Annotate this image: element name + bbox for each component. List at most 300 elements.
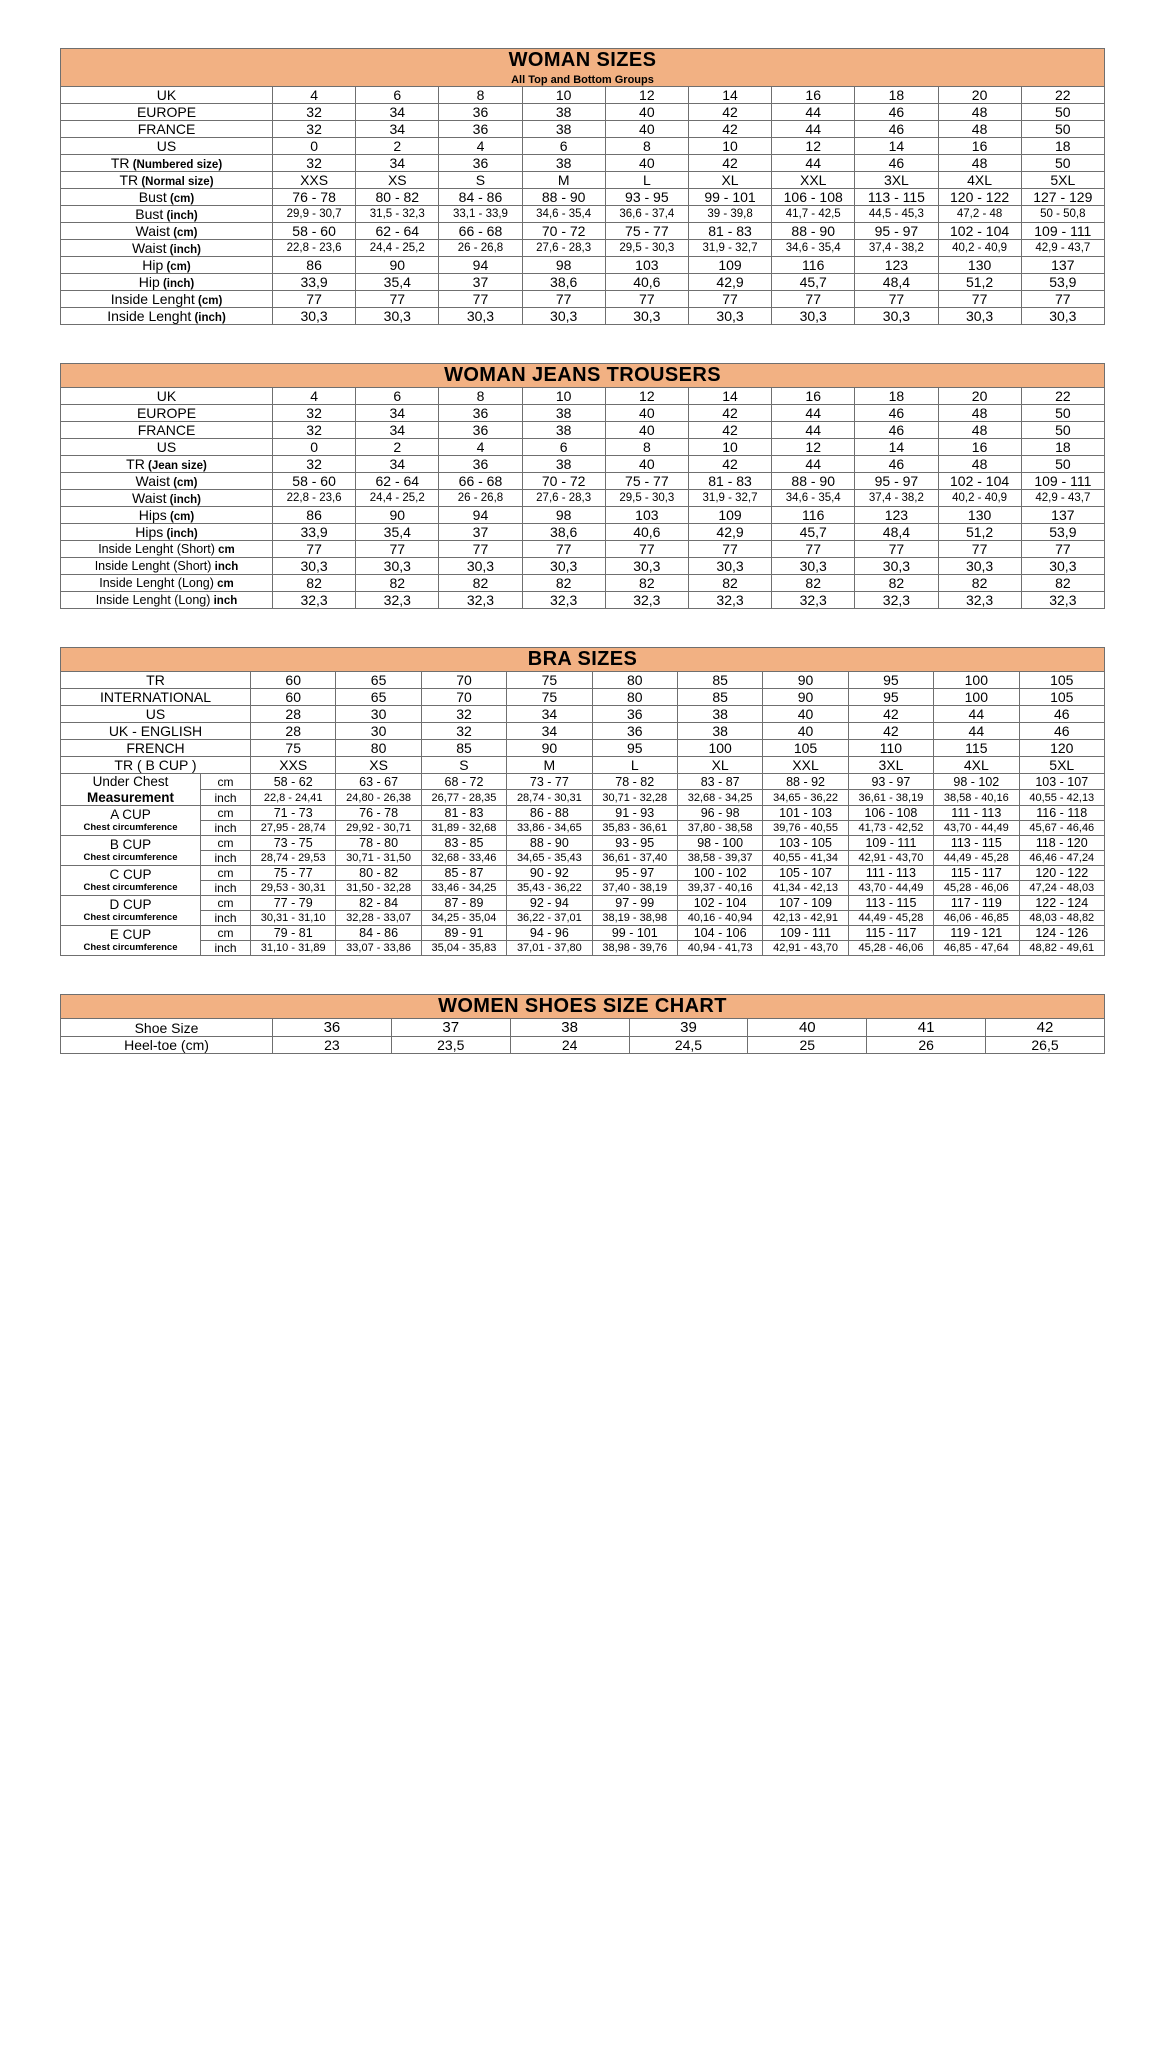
cell-value: 34 [356,405,439,422]
cell-value: 40 [605,155,688,172]
cell-value: 40 [605,422,688,439]
cell-value: 48 [938,155,1021,172]
cell-value: 42 [848,706,933,723]
table-row [61,723,1105,740]
cell-value: 32 [273,155,356,172]
row-label-text: FRANCE [137,422,196,438]
cell-value: 3XL [848,757,933,774]
cell-value: 42,13 - 42,91 [763,911,848,926]
cell-value: 95 [592,740,677,757]
cell-value: 18 [1021,439,1104,456]
cell-value: 62 - 64 [356,223,439,240]
row-label-text: EUROPE [136,104,197,120]
cell-value: M [522,172,605,189]
cell-value: 82 [855,575,938,592]
cell-value: 42,91 - 43,70 [763,941,848,956]
cell-value: 48,03 - 48,82 [1019,911,1105,926]
woman-sizes-subtitle: All Top and Bottom Groups [511,74,654,86]
row-label-unit: (cm) [194,295,223,307]
cup-label-text: C CUP [109,866,152,882]
cell-value: 42 [688,121,771,138]
bra-sizes-title-cell [61,648,1105,672]
cell-value: 71 - 73 [251,806,336,821]
table-row [61,821,1105,836]
cell-value: 25 [748,1037,867,1054]
cell-value: 4 [439,138,522,155]
cell-value: 100 [934,672,1019,689]
cell-value: 94 [439,257,522,274]
table-row [61,308,1105,325]
cell-value: 26,77 - 28,35 [421,790,506,806]
row-label: TR ( B CUP ) [61,757,251,774]
cell-value: 45,28 - 46,06 [848,941,933,956]
cell-value: 77 [273,291,356,308]
bra-sizes-title: BRA SIZES [527,648,638,670]
cell-value: 14 [688,388,771,405]
row-label-text: Bust [138,189,167,205]
cell-value: 44 [934,706,1019,723]
cell-value: 50 - 50,8 [1021,206,1104,223]
cell-value: L [592,757,677,774]
cell-value: L [605,172,688,189]
cup-label [61,926,201,956]
cell-value: 18 [855,87,938,104]
cell-value: 77 [439,291,522,308]
cell-value: 113 - 115 [934,836,1019,851]
row-label [61,189,273,206]
cell-value: 28,74 - 30,31 [507,790,592,806]
cell-value: XS [356,172,439,189]
cell-value: 32 [273,405,356,422]
cell-value: 84 - 86 [336,926,421,941]
cell-value: 29,53 - 30,31 [251,881,336,896]
cell-value: 38,58 - 39,37 [677,851,762,866]
unit-label: inch [201,941,251,956]
cell-value: 40,6 [605,274,688,291]
cell-value: 30,3 [772,308,855,325]
table-row [61,896,1105,911]
cell-value: 82 [356,575,439,592]
cell-value: 32,68 - 34,25 [677,790,762,806]
cell-value: 50 [1021,456,1104,473]
cell-value: 32,3 [938,592,1021,609]
table-row [61,706,1105,723]
cell-value: 0 [273,439,356,456]
row-label-unit: (inch) [191,312,226,324]
row-label-unit: (cm) [166,511,195,523]
cell-value: 77 [772,541,855,558]
cell-value: 44 [772,456,855,473]
cell-value: 8 [605,439,688,456]
cell-value: 62 - 64 [356,473,439,490]
unit-label: cm [201,774,251,790]
cell-value: 45,7 [772,274,855,291]
cell-value: 38,6 [522,524,605,541]
cell-value: 78 - 80 [336,836,421,851]
cell-value: 50 [1021,104,1104,121]
table-row [61,926,1105,941]
cell-value: 77 [772,291,855,308]
cell-value: 23,5 [391,1037,510,1054]
cell-value: 77 [938,291,1021,308]
cell-value: 75 [251,740,336,757]
cell-value: XS [336,757,421,774]
cell-value: 38 [522,405,605,422]
table-row [61,592,1105,609]
cell-value: 77 [855,541,938,558]
row-label-text: Hip [138,274,160,290]
cell-value: 4XL [934,757,1019,774]
cell-value: 82 [1021,575,1104,592]
cell-value: 77 [605,291,688,308]
shoe-size-value: 41 [867,1019,986,1037]
cup-label [61,806,201,836]
table-title-row [61,49,1105,87]
table-row [61,456,1105,473]
row-label-text: FRANCE [137,121,196,137]
cell-value: 14 [688,87,771,104]
cell-value: 20 [938,87,1021,104]
cell-value: 32,3 [439,592,522,609]
cell-value: 37,40 - 38,19 [592,881,677,896]
cell-value: 43,70 - 44,49 [934,821,1019,836]
table-row [61,911,1105,926]
cell-value: 75 - 77 [605,223,688,240]
cell-value: 84 - 86 [439,189,522,206]
cell-value: 44 [772,422,855,439]
cell-value: 6 [356,87,439,104]
cell-value: 110 [848,740,933,757]
cell-value: 96 - 98 [677,806,762,821]
cell-value: 81 - 83 [688,223,771,240]
cell-value: 40 [763,723,848,740]
row-label [61,257,273,274]
row-label-text: Waist [132,240,167,256]
cell-value: 18 [855,388,938,405]
cell-value: 30,3 [772,558,855,575]
cell-value: 6 [356,388,439,405]
cell-value: 30,3 [688,558,771,575]
row-label-unit: (cm) [166,193,195,205]
cell-value: 100 - 102 [677,866,762,881]
row-label [61,206,273,223]
cell-value: 32 [421,723,506,740]
cell-value: 6 [522,138,605,155]
cell-value: 42 [688,456,771,473]
cell-value: 90 [356,257,439,274]
cell-value: 48,82 - 49,61 [1019,941,1105,956]
cell-value: 34 [507,723,592,740]
cell-value: 4XL [938,172,1021,189]
cell-value: 36,61 - 38,19 [848,790,933,806]
cell-value: 20 [938,388,1021,405]
cell-value: 34,6 - 35,4 [772,490,855,507]
cell-value: S [439,172,522,189]
cell-value: 50 [1021,422,1104,439]
cell-value: 70 [421,689,506,706]
cell-value: 33,07 - 33,86 [336,941,421,956]
cell-value: 86 - 88 [507,806,592,821]
cell-value: 30,3 [605,308,688,325]
cell-value: 24,80 - 26,38 [336,790,421,806]
table-row [61,689,1105,706]
cell-value: 34,6 - 35,4 [522,206,605,223]
cell-value: 42,9 [688,274,771,291]
row-label [61,439,273,456]
cell-value: 80 [592,689,677,706]
cell-value: 29,5 - 30,3 [605,240,688,257]
cell-value: 46 [855,121,938,138]
cell-value: 5XL [1021,172,1104,189]
row-label: TR [61,672,251,689]
cell-value: 29,92 - 30,71 [336,821,421,836]
row-label-unit: (inch) [163,528,198,540]
cell-value: 10 [522,388,605,405]
cell-value: 86 [273,507,356,524]
row-label-unit: inch [211,561,239,573]
cell-value: 78 - 82 [592,774,677,790]
cell-value: 46 [1019,723,1105,740]
cell-value: 40,2 - 40,9 [938,240,1021,257]
cell-value: 45,67 - 46,46 [1019,821,1105,836]
cell-value: 43,70 - 44,49 [848,881,933,896]
cell-value: 30,3 [938,308,1021,325]
cell-value: XXL [772,172,855,189]
table-row [61,866,1105,881]
cell-value: 88 - 90 [507,836,592,851]
cell-value: 109 [688,507,771,524]
cell-value: 30,31 - 31,10 [251,911,336,926]
cell-value: 99 - 101 [688,189,771,206]
cell-value: 80 - 82 [336,866,421,881]
row-label-text: TR [110,155,130,171]
cell-value: 42,91 - 43,70 [848,851,933,866]
row-label-text: Inside Lenght (Short) [98,542,215,556]
cell-value: 82 [688,575,771,592]
cell-value: 2 [356,138,439,155]
cell-value: 115 [934,740,1019,757]
unit-label: cm [201,806,251,821]
row-label-text: Bust [135,206,164,222]
cell-value: 104 - 106 [677,926,762,941]
cell-value: 66 - 68 [439,473,522,490]
table-title-row [61,995,1105,1019]
cell-value: 39,76 - 40,55 [763,821,848,836]
table-row [61,405,1105,422]
cell-value: 30 [336,723,421,740]
cell-value: 94 [439,507,522,524]
cell-value: 16 [938,138,1021,155]
row-label-text: Waist [135,473,170,489]
row-label: UK - ENGLISH [61,723,251,740]
row-label: Heel-toe (cm) [61,1037,273,1054]
cell-value: 85 [677,689,762,706]
table-row [61,490,1105,507]
cell-value: 107 - 109 [763,896,848,911]
table-row [61,87,1105,104]
cell-value: 37,01 - 37,80 [507,941,592,956]
cell-value: 4 [273,87,356,104]
row-label [61,575,273,592]
cell-value: 58 - 60 [273,473,356,490]
cell-value: 42 [688,405,771,422]
cell-value: 105 [1019,672,1105,689]
table-row [61,257,1105,274]
row-label [61,592,273,609]
cell-value: 51,2 [938,524,1021,541]
cell-value: 117 - 119 [934,896,1019,911]
table-row [61,851,1105,866]
cell-value: 30,3 [688,308,771,325]
table-row [61,524,1105,541]
cell-value: 127 - 129 [1021,189,1104,206]
cell-value: 90 [763,672,848,689]
row-label-text: Inside Lenght (Short) [94,559,212,573]
row-label-text: UK [156,388,177,404]
cell-value: 8 [439,87,522,104]
cell-value: 38,98 - 39,76 [592,941,677,956]
cell-value: 66 - 68 [439,223,522,240]
cell-value: 118 - 120 [1019,836,1105,851]
cell-value: 88 - 90 [522,189,605,206]
cell-value: 42,9 [688,524,771,541]
cell-value: 103 - 107 [1019,774,1105,790]
cell-value: 44 [772,155,855,172]
cell-value: 65 [336,689,421,706]
woman-jeans-title: WOMAN JEANS TROUSERS [444,364,721,386]
cell-value: 30,3 [356,308,439,325]
cell-value: 90 [507,740,592,757]
cell-value: 36 [439,155,522,172]
table-row [61,836,1105,851]
cell-value: 48 [938,405,1021,422]
cup-sublabel: Measurement [86,789,175,805]
table-row [61,1037,1105,1054]
cell-value: 77 [938,541,1021,558]
cell-value: 38 [677,706,762,723]
row-label-text: Hip [142,257,164,273]
cell-value: 27,95 - 28,74 [251,821,336,836]
cell-value: 41,7 - 42,5 [772,206,855,223]
cell-value: 65 [336,672,421,689]
table-row [61,774,1105,790]
cell-value: 60 [251,689,336,706]
table-row [61,881,1105,896]
cell-value: 29,9 - 30,7 [273,206,356,223]
cell-value: 82 [772,575,855,592]
cell-value: 98 - 100 [677,836,762,851]
unit-label: cm [201,896,251,911]
row-label-unit: cm [213,578,234,590]
shoe-size-header: Shoe Size [61,1019,273,1037]
cell-value: 38 [522,456,605,473]
cell-value: 38,19 - 38,98 [592,911,677,926]
woman-sizes-title: WOMAN SIZES [508,49,657,71]
unit-label: inch [201,790,251,806]
cell-value: 116 [772,257,855,274]
row-label [61,388,273,405]
cell-value: 47,2 - 48 [938,206,1021,223]
row-label: INTERNATIONAL [61,689,251,706]
cell-value: 77 [688,291,771,308]
unit-label: inch [201,851,251,866]
row-label-unit: (cm) [170,477,198,489]
row-label-unit: (cm) [170,227,198,239]
row-label [61,490,273,507]
row-label-unit: (Normal size) [138,176,214,188]
cell-value: 35,4 [356,524,439,541]
cell-value: 120 - 122 [1019,866,1105,881]
table-row [61,740,1105,757]
cup-label [61,774,201,806]
cell-value: 10 [522,87,605,104]
cup-label-text: E CUP [109,926,152,942]
cell-value: 31,9 - 32,7 [688,490,771,507]
table-row [61,121,1105,138]
cup-label-text: B CUP [109,836,152,852]
cell-value: XXS [273,172,356,189]
cell-value: 77 [605,541,688,558]
cell-value: 46,85 - 47,64 [934,941,1019,956]
cell-value: 36 [439,422,522,439]
cell-value: 109 - 111 [848,836,933,851]
cell-value: 38 [522,104,605,121]
cell-value: 36 [592,723,677,740]
cell-value: 35,04 - 35,83 [421,941,506,956]
cell-value: 70 [421,672,506,689]
cell-value: 75 - 77 [605,473,688,490]
cell-value: 36 [592,706,677,723]
cell-value: 48 [938,422,1021,439]
cell-value: 95 - 97 [855,223,938,240]
cell-value: 102 - 104 [938,473,1021,490]
cell-value: 32,3 [605,592,688,609]
woman-sizes-title-cell [61,49,1105,87]
cell-value: 33,86 - 34,65 [507,821,592,836]
cell-value: 35,83 - 36,61 [592,821,677,836]
cell-value: 44,5 - 45,3 [855,206,938,223]
table-row [61,790,1105,806]
cell-value: 53,9 [1021,524,1104,541]
cell-value: XXS [251,757,336,774]
cell-value: 137 [1021,507,1104,524]
cell-value: 40 [763,706,848,723]
shoe-size-value: 40 [748,1019,867,1037]
cell-value: 28 [251,723,336,740]
row-label-text: Inside Lenght (Long) [99,576,214,590]
cell-value: 42,9 - 43,7 [1021,490,1104,507]
cell-value: 80 [336,740,421,757]
cell-value: 46 [855,405,938,422]
cell-value: 40 [605,456,688,473]
table-row [61,274,1105,291]
cell-value: 91 - 93 [592,806,677,821]
row-label-text: EUROPE [136,405,197,421]
row-label [61,524,273,541]
cell-value: 46 [1019,706,1105,723]
cup-sublabel: Chest circumference [83,912,178,924]
cell-value: 32 [273,422,356,439]
women-shoes-title: WOMEN SHOES SIZE CHART [438,995,727,1018]
cell-value: 100 [934,689,1019,706]
row-label [61,541,273,558]
cell-value: 33,9 [273,524,356,541]
cell-value: 89 - 91 [421,926,506,941]
cell-value: 36,22 - 37,01 [507,911,592,926]
table-row [61,138,1105,155]
table-row [61,172,1105,189]
cell-value: 44,49 - 45,28 [934,851,1019,866]
